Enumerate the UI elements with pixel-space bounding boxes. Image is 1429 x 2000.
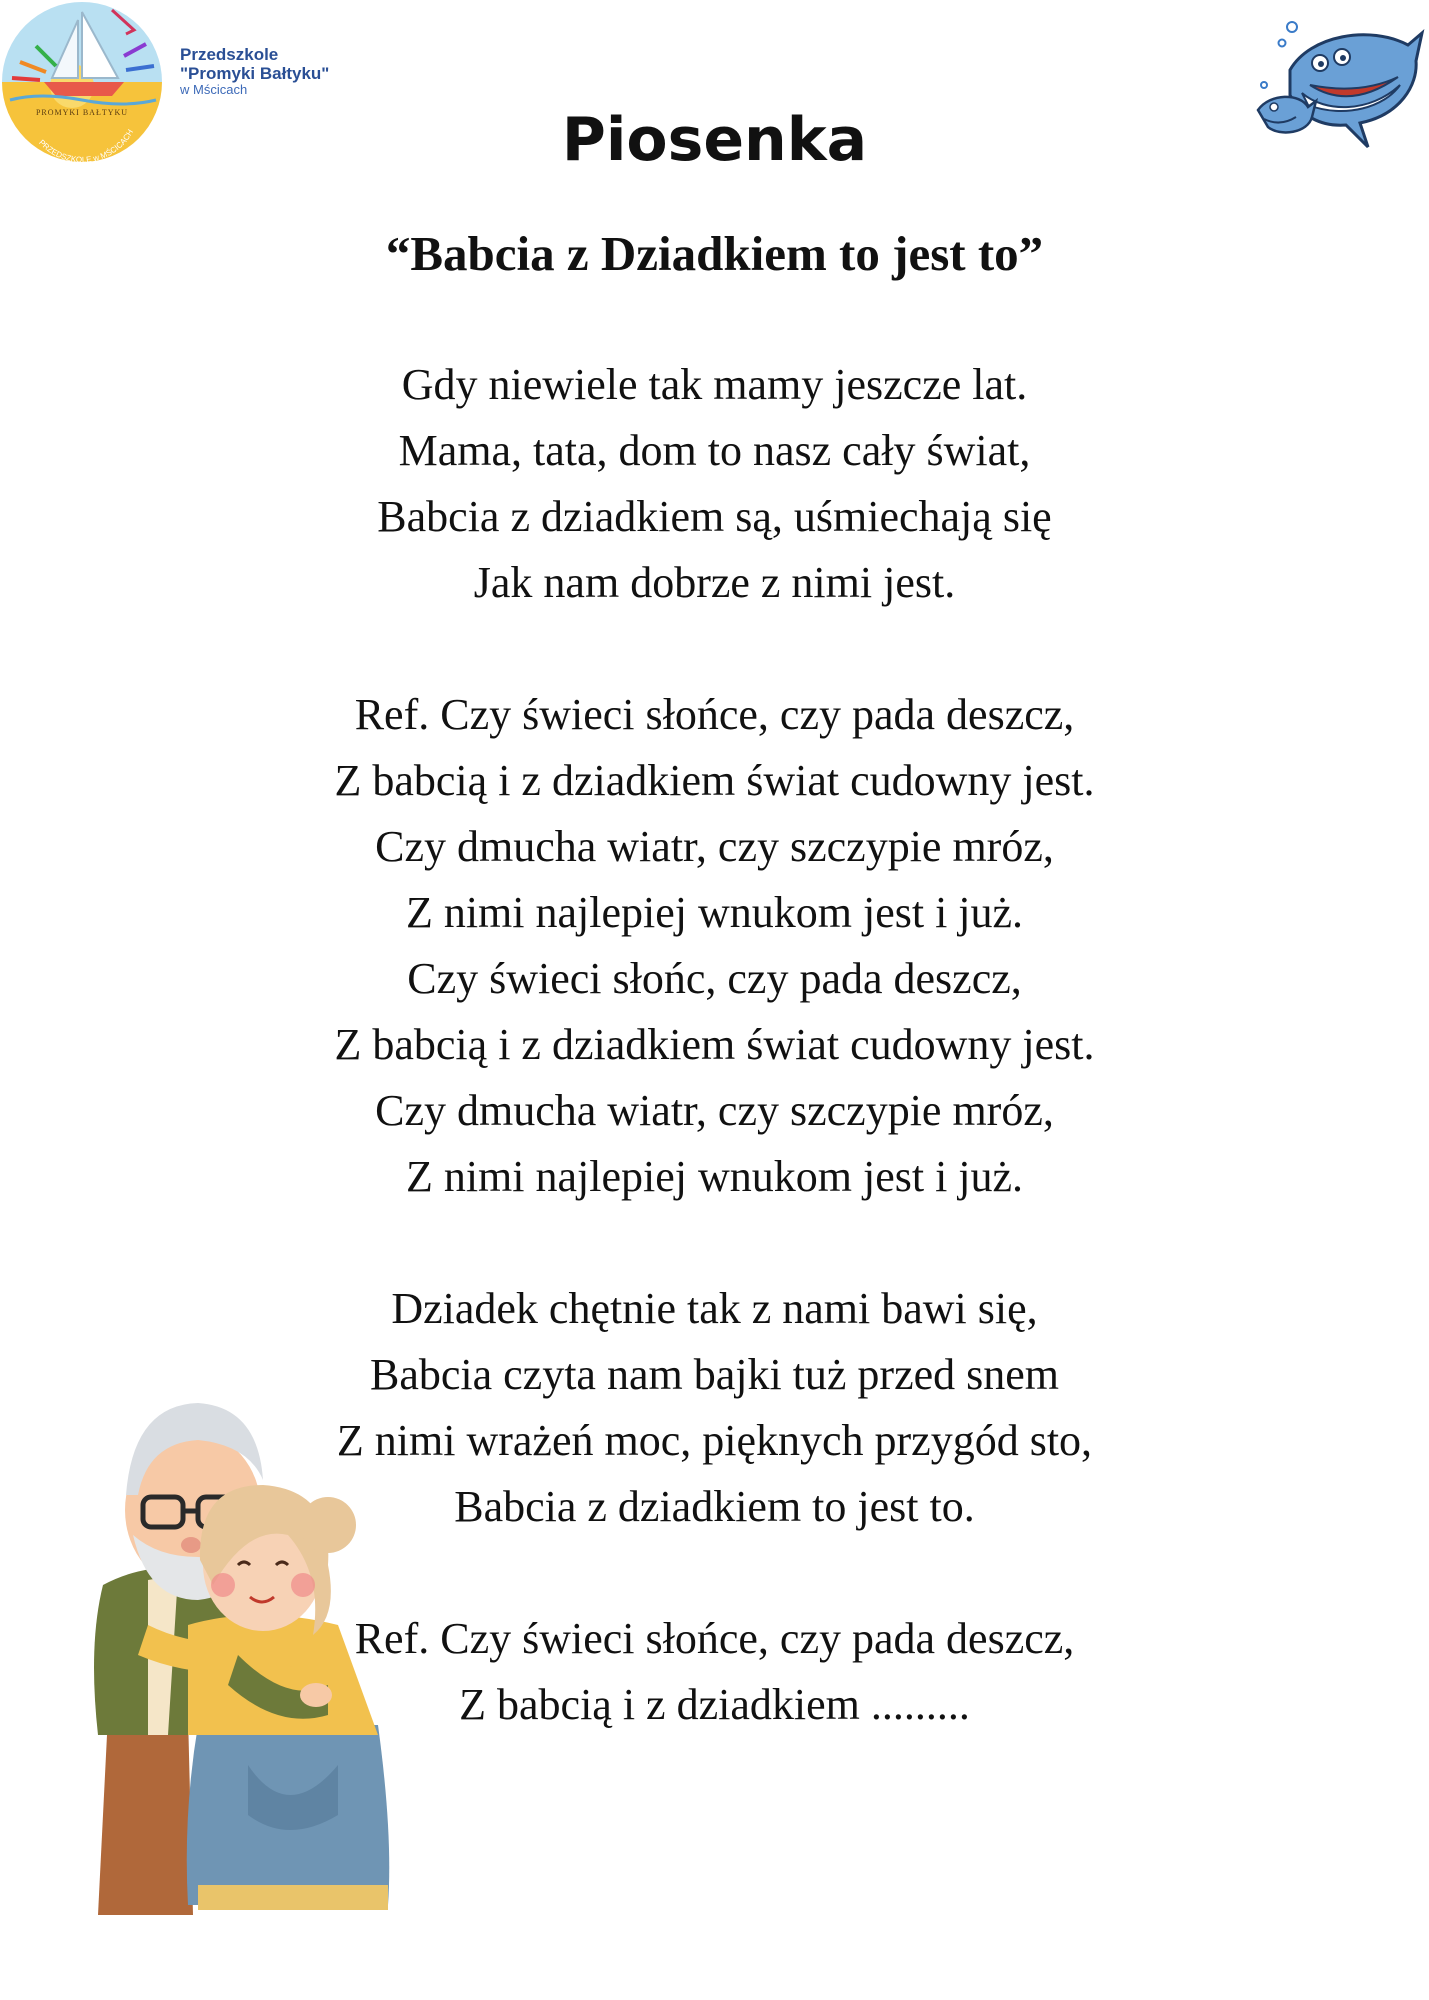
lyric-line: Ref. Czy świeci słońce, czy pada deszcz, (354, 690, 1075, 739)
lyric-line: Babcia czyta nam bajki tuż przed snem (369, 1350, 1060, 1399)
lyric-line: Babcia z dziadkiem są, uśmiechają się (377, 492, 1052, 541)
lyric-line: Gdy niewiele tak mamy jeszcze lat. (401, 360, 1028, 409)
lyric-line: Z nimi wrażeń moc, pięknych przygód sto, (336, 1416, 1093, 1465)
school-name (180, 46, 329, 98)
lyric-line: Jak nam dobrze z nimi jest. (473, 558, 956, 607)
lyric-line: Czy świeci słońc, czy pada deszcz, (407, 954, 1022, 1003)
lyric-line: Z babcią i z dziadkiem ......... (459, 1680, 970, 1729)
stanza-verse-1 (0, 352, 1429, 616)
lyric-line: Z nimi najlepiej wnukom jest i już. (405, 1152, 1024, 1201)
lyric-line: Z nimi najlepiej wnukom jest i już. (405, 888, 1024, 937)
lyric-line: Czy dmucha wiatr, czy szczypie mróz, (375, 822, 1054, 871)
school-name-line1: Przedszkole (180, 45, 279, 64)
lyric-line: Z babcią i z dziadkiem świat cudowny jest. (334, 1020, 1095, 1069)
lyric-line: Ref. Czy świeci słońce, czy pada deszcz, (354, 1614, 1075, 1663)
lyric-line: Mama, tata, dom to nasz cały świat, (398, 426, 1031, 475)
lyric-line: Czy dmucha wiatr, czy szczypie mróz, (375, 1086, 1054, 1135)
lyric-line: Dziadek chętnie tak z nami bawi się, (391, 1284, 1038, 1333)
logo-ring-text: PRZEDSZKOLE w MŚCICACH (37, 127, 136, 165)
page-title: Piosenka (561, 105, 868, 175)
logo-text: PROMYKI BAŁTYKU (35, 108, 129, 117)
school-location: w Mścicach (180, 82, 248, 98)
lyric-line: Z babcią i z dziadkiem świat cudowny jest. (334, 756, 1095, 805)
lyric-line: Babcia z dziadkiem to jest to. (454, 1482, 975, 1531)
song-title: “Babcia z Dziadkiem to jest to” (385, 226, 1044, 281)
grandparents-illustration (88, 1385, 418, 1920)
stanza-chorus (0, 682, 1429, 1210)
school-name-line2: "Promyki Bałtyku" (180, 63, 330, 83)
